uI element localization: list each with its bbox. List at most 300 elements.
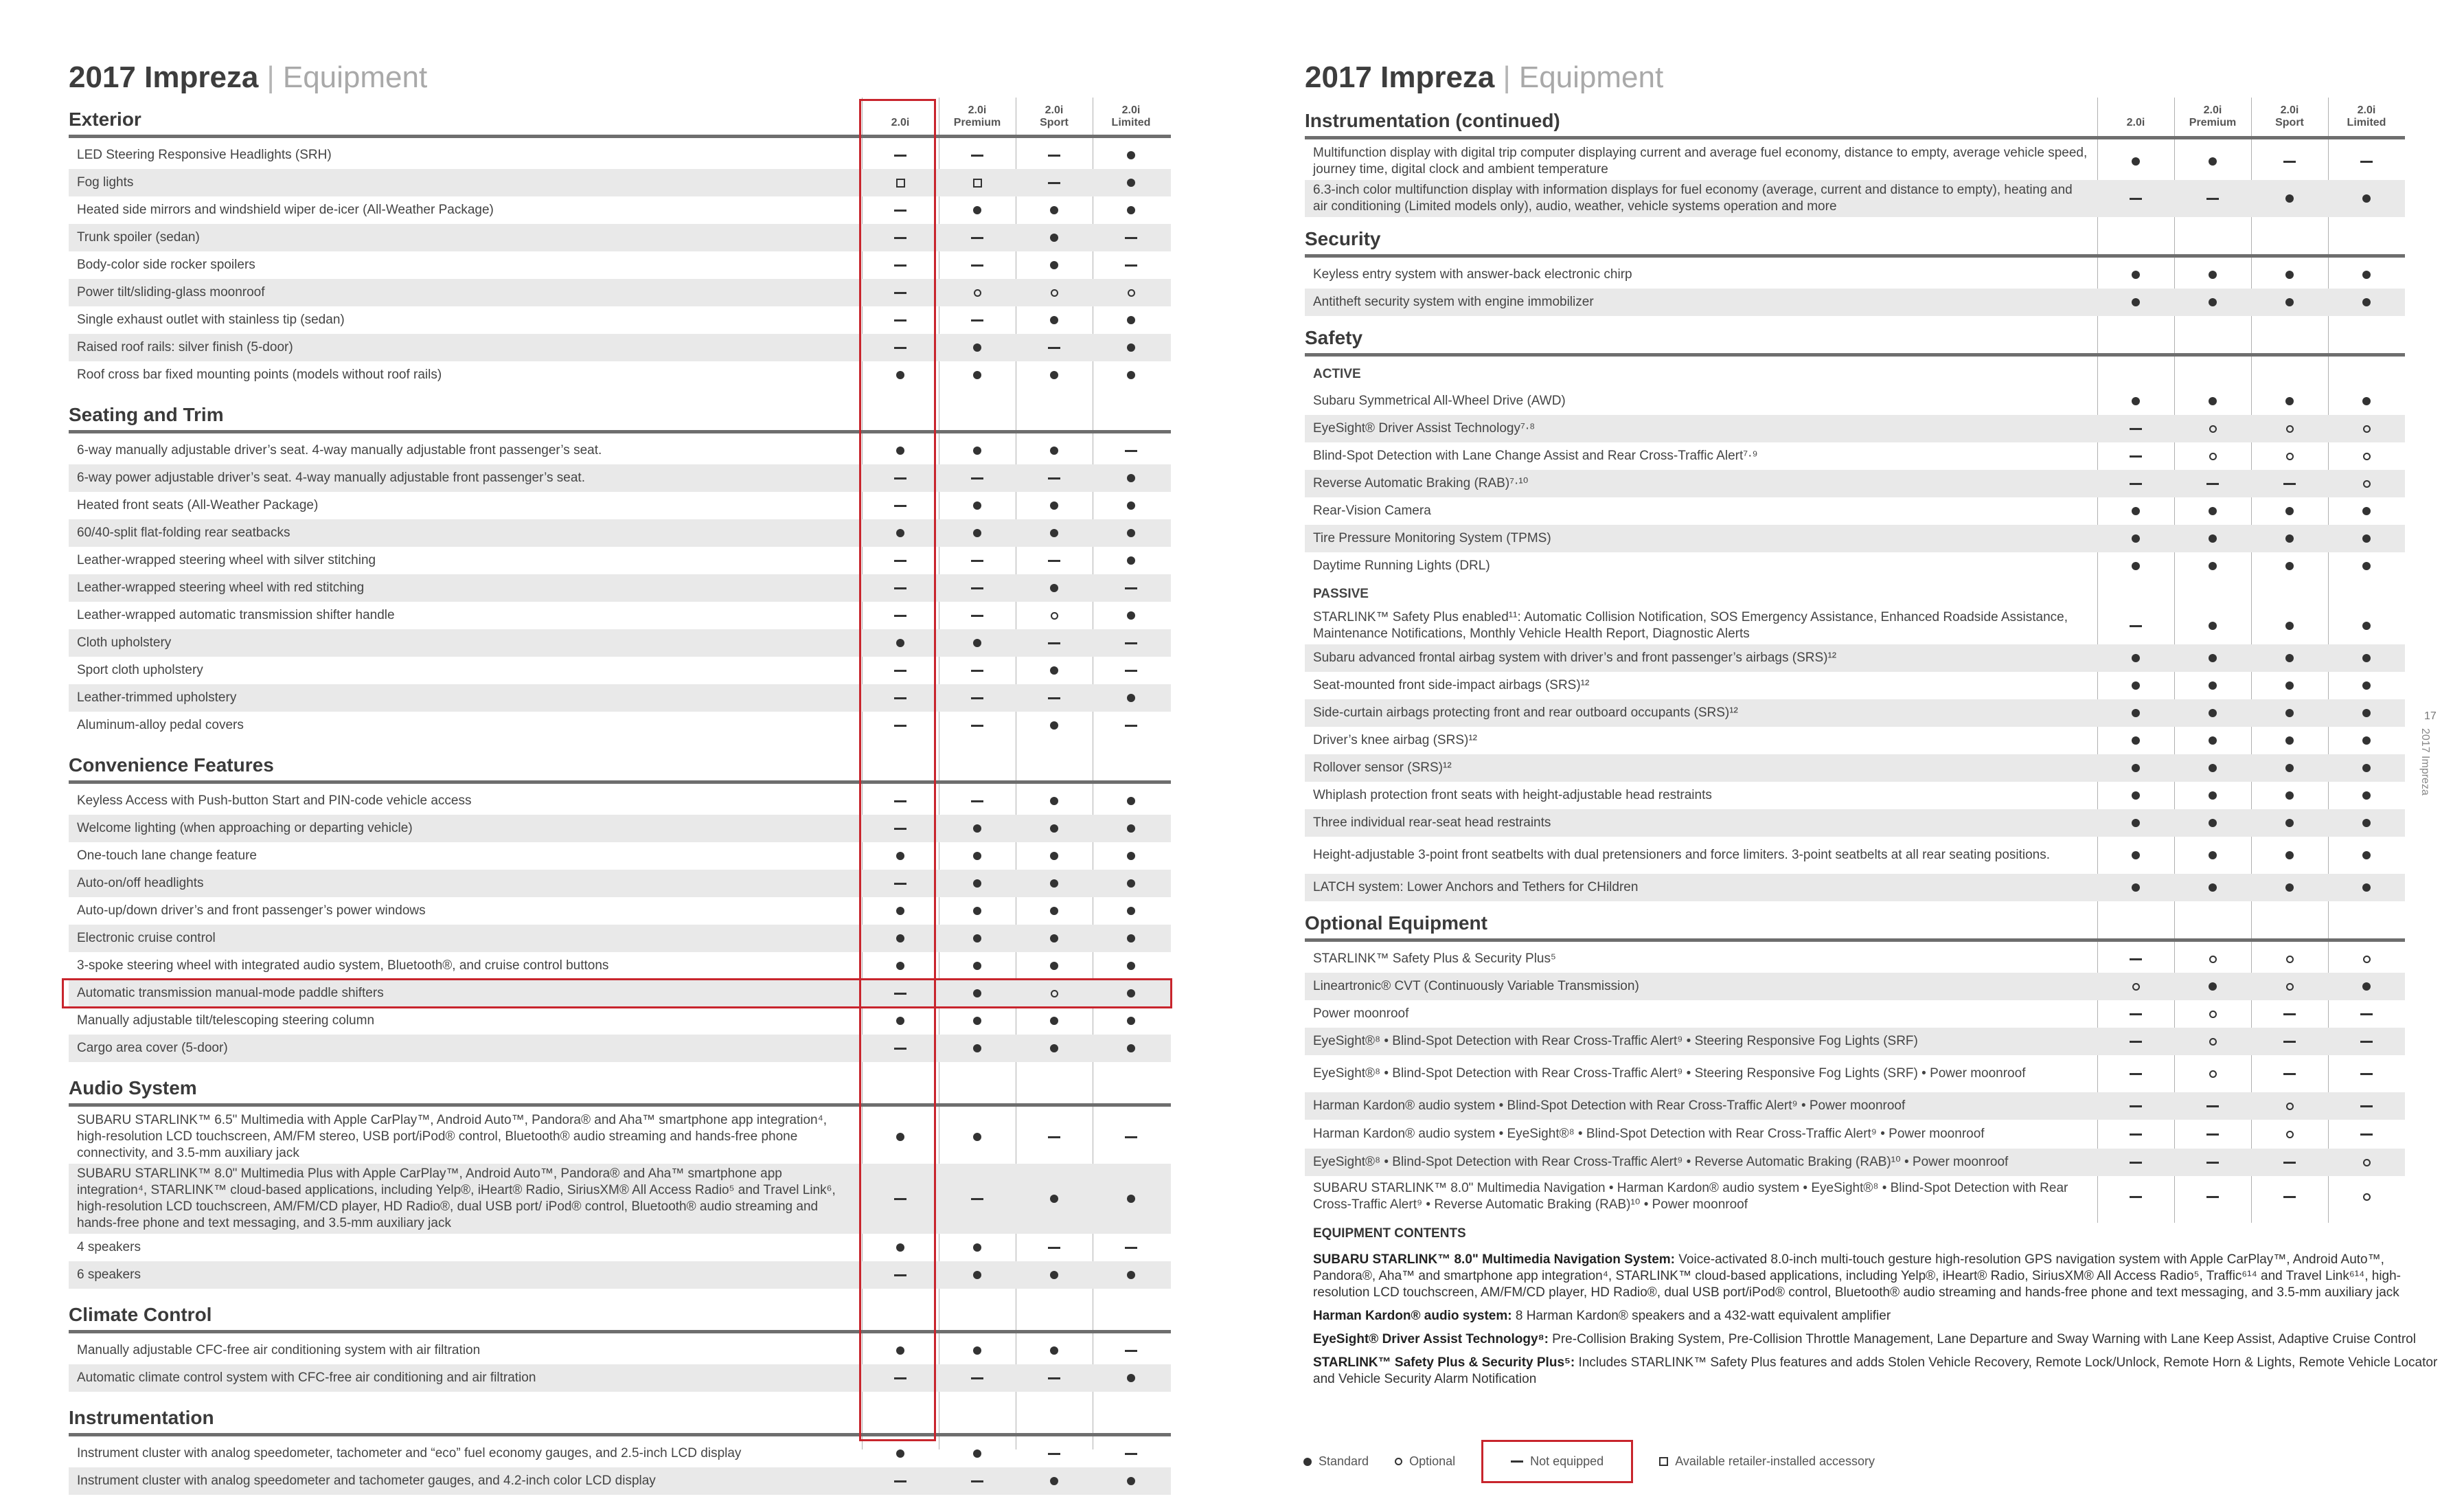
availability-cell: [1093, 547, 1170, 574]
availability-cell: [2174, 754, 2251, 782]
availability-cell: [1016, 657, 1093, 684]
feature-label: Roof cross bar fixed mounting points (models without roof rails): [77, 368, 442, 382]
standard-icon: [973, 206, 981, 214]
availability-cell: [2328, 754, 2405, 782]
availability-cell: [2174, 945, 2251, 973]
availability-cell: [2251, 525, 2328, 552]
legend-item-accessory: [1659, 1454, 1875, 1469]
side-brand-label: 2017 Impreza: [2419, 728, 2431, 796]
availability-cell: [2097, 415, 2174, 442]
standard-icon: [1050, 316, 1058, 324]
availability-cell: [2097, 809, 2174, 837]
standard-icon: [1050, 824, 1058, 833]
availability-cell: [1016, 842, 1093, 870]
availability-cell: [2251, 644, 2328, 672]
not-equipped-icon: [1125, 587, 1137, 589]
feature-label: Three individual rear-seat head restraints: [1313, 815, 1551, 830]
standard-icon: [2362, 982, 2371, 991]
not-equipped-icon: [971, 615, 983, 617]
feature-label: Keyless entry system with answer-back electronic chirp: [1313, 267, 1632, 282]
standard-icon: [973, 962, 981, 970]
not-equipped-icon: [1048, 697, 1060, 699]
table-row: [1305, 470, 2405, 497]
availability-cell: [2251, 180, 2328, 217]
table-row: [69, 925, 1171, 952]
legend-item-optional: [1395, 1454, 1455, 1469]
availability-cell: [2328, 180, 2405, 217]
table-row: [1305, 143, 2405, 180]
not-equipped-icon: [1125, 450, 1137, 452]
standard-icon: [973, 371, 981, 379]
standard-icon: [2132, 562, 2140, 570]
availability-cell: [1093, 712, 1170, 739]
availability-cell: [2174, 809, 2251, 837]
not-equipped-icon: [971, 1377, 983, 1379]
standard-icon: [1050, 934, 1058, 943]
standard-icon: [2285, 562, 2294, 570]
not-equipped-icon: [1125, 1453, 1137, 1455]
availability-cell: [1016, 1440, 1093, 1467]
feature-label: Sport cloth upholstery: [77, 663, 203, 677]
table-row: [69, 897, 1171, 925]
legend-label: Not equipped: [1530, 1454, 1604, 1468]
availability-cell: [2097, 782, 2174, 809]
feature-label: Keyless Access with Push-button Start and PIN-code vehicle access: [77, 793, 472, 808]
standard-icon: [1050, 1271, 1058, 1279]
availability-cell: [2251, 1092, 2328, 1120]
standard-icon: [2132, 298, 2140, 306]
standard-icon: [1050, 206, 1058, 214]
availability-cell: [939, 897, 1016, 925]
standard-icon: [2362, 562, 2371, 570]
standard-icon: [2209, 791, 2217, 800]
availability-cell: [2097, 672, 2174, 699]
availability-cell: [1093, 897, 1170, 925]
standard-icon: [2362, 397, 2371, 405]
availability-cell: [2328, 1176, 2405, 1217]
feature-label: Body-color side rocker spoilers: [77, 258, 255, 272]
feature-label: 3-spoke steering wheel with integrated audio system, Bluetooth®, and cruise control buttons: [77, 958, 609, 973]
availability-cell: [939, 224, 1016, 251]
subsection-label: ACTIVE: [1313, 367, 1361, 381]
standard-icon: [2209, 736, 2217, 745]
availability-cell: [2097, 552, 2174, 580]
table-row: [1305, 727, 2405, 754]
feature-label: STARLINK™ Safety Plus enabled¹¹: Automatic Collision Notification, SOS Emergency Assistance, Enhanced Roadside Assistance, Maintenance Notifications, Monthly Vehicle Health Report, Diagnostic Alerts: [1313, 610, 2068, 641]
feature-label: Leather-wrapped steering wheel with red stitching: [77, 580, 365, 595]
not-equipped-icon: [2360, 1105, 2373, 1107]
not-equipped-icon: [2130, 1133, 2142, 1136]
column-header: [939, 104, 1016, 129]
title-subject: Equipment: [282, 60, 428, 94]
availability-cell: [2251, 754, 2328, 782]
availability-cell: [1093, 629, 1170, 657]
availability-cell: [939, 169, 1016, 196]
availability-cell: [1016, 464, 1093, 492]
not-equipped-icon: [1125, 670, 1137, 672]
availability-cell: [2174, 143, 2251, 180]
availability-cell: [2174, 289, 2251, 316]
table-row: [1305, 1120, 2405, 1149]
standard-icon: [2362, 654, 2371, 662]
not-equipped-icon: [2130, 1162, 2142, 1164]
feature-label: Leather-wrapped automatic transmission shifter handle: [77, 608, 395, 622]
availability-cell: [1093, 1364, 1170, 1392]
feature-label: One-touch lane change feature: [77, 848, 257, 863]
availability-cell: [939, 279, 1016, 306]
feature-label: EyeSight®⁸ • Blind-Spot Detection with Rear Cross-Traffic Alert⁹ • Steering Responsive Fog Lights (SRF): [1313, 1034, 1918, 1048]
standard-icon: [1127, 1374, 1135, 1382]
availability-cell: [2328, 607, 2405, 644]
feature-label: Electronic cruise control: [77, 931, 216, 945]
feature-label: Auto-up/down driver’s and front passenger’s power windows: [77, 903, 426, 918]
column-header-line2: Premium: [2189, 117, 2237, 128]
section-rule: [69, 430, 1171, 433]
column-header: [2097, 104, 2174, 129]
optional-icon: [2363, 480, 2371, 488]
availability-cell: [2097, 1149, 2174, 1176]
standard-icon: [2209, 397, 2217, 405]
not-equipped-icon: [2283, 1013, 2296, 1015]
availability-cell: [1093, 787, 1170, 815]
standard-icon: [1127, 797, 1135, 805]
column-header-line2: Sport: [1040, 117, 1069, 128]
availability-cell: [939, 815, 1016, 842]
column-header: [1093, 104, 1170, 129]
availability-cell: [1016, 547, 1093, 574]
standard-icon: [1127, 1271, 1135, 1279]
availability-cell: [939, 1035, 1016, 1062]
availability-cell: [939, 842, 1016, 870]
feature-label: Side-curtain airbags protecting front and rear outboard occupants (SRS)¹²: [1313, 706, 1738, 720]
availability-cell: [2251, 289, 2328, 316]
availability-cell: [1093, 519, 1170, 547]
not-equipped-icon: [1048, 182, 1060, 184]
table-row: [1305, 1176, 2405, 1217]
legend-label: Available retailer-installed accessory: [1675, 1454, 1875, 1468]
availability-cell: [939, 1261, 1016, 1289]
feature-label: Heated side mirrors and windshield wiper de-icer (All-Weather Package): [77, 203, 494, 217]
standard-icon: [2209, 709, 2217, 717]
equipment-contents-text: Pre-Collision Braking System, Pre-Collision Throttle Management, Lane Departure and Sway Warning with Lane Keep Assist, Adaptive Cruise Control: [1548, 1332, 2416, 1346]
standard-icon: [1050, 371, 1058, 379]
availability-cell: [1016, 251, 1093, 279]
column-header: [2251, 104, 2328, 129]
column-header: [1016, 104, 1093, 129]
section-rule: [69, 1330, 1171, 1333]
not-equipped-icon: [2130, 483, 2142, 485]
standard-icon: [973, 879, 981, 888]
equipment-contents-text: 8 Harman Kardon® speakers and a 432-watt equivalent amplifier: [1512, 1309, 1891, 1323]
availability-cell: [1016, 1337, 1093, 1364]
optional-icon: [2286, 453, 2294, 460]
availability-cell: [2251, 699, 2328, 727]
availability-cell: [2251, 261, 2328, 289]
standard-icon: [2132, 534, 2140, 543]
table-row: [1305, 552, 2405, 580]
standard-icon: [1127, 852, 1135, 860]
page-number: 17: [2424, 710, 2437, 722]
standard-icon: [1050, 261, 1058, 269]
feature-label: Automatic climate control system with CFC-free air conditioning and air filtration: [77, 1370, 536, 1385]
not-equipped-icon: [894, 1480, 906, 1482]
table-row: [1305, 1092, 2405, 1120]
table-row: [69, 519, 1171, 547]
feature-label: 6.3-inch color multifunction display with information displays for fuel economy (average, current and distance to empty), heating and air conditioning (Limited models only), audio, weather, vehicle systems operation and more: [1313, 183, 2073, 214]
availability-cell: [2328, 1028, 2405, 1055]
column-header-line2: 2.0i: [2126, 117, 2145, 128]
feature-label: Rear-Vision Camera: [1313, 504, 1431, 518]
availability-cell: [2328, 1000, 2405, 1028]
availability-cell: [2174, 415, 2251, 442]
equipment-contents-name: EyeSight® Driver Assist Technology⁸:: [1313, 1332, 1549, 1346]
standard-icon: [2132, 397, 2140, 405]
feature-label: Antitheft security system with engine immobilizer: [1313, 295, 1594, 309]
feature-label: 6-way manually adjustable driver’s seat. 4-way manually adjustable front passenger’s seat.: [77, 443, 602, 458]
availability-cell: [2174, 644, 2251, 672]
optional-icon: [1128, 289, 1135, 297]
not-equipped-icon: [1511, 1460, 1523, 1463]
availability-cell: [1016, 870, 1093, 897]
standard-icon: [973, 639, 981, 647]
standard-icon: [2132, 507, 2140, 515]
not-equipped-icon: [2206, 1196, 2219, 1198]
table-row: [69, 279, 1171, 306]
not-equipped-icon: [1048, 642, 1060, 644]
availability-cell: [2174, 1149, 2251, 1176]
availability-cell: [1016, 169, 1093, 196]
optional-icon: [2209, 1011, 2217, 1018]
availability-cell: [2251, 442, 2328, 470]
not-equipped-icon: [971, 477, 983, 479]
not-equipped-icon: [2130, 198, 2142, 200]
section-heading: Exterior: [69, 109, 141, 130]
availability-cell: [1016, 952, 1093, 980]
availability-cell: [2174, 1000, 2251, 1028]
availability-cell: [1093, 492, 1170, 519]
standard-icon: [1050, 1346, 1058, 1355]
availability-cell: [1016, 815, 1093, 842]
table-row: [1305, 442, 2405, 470]
not-equipped-icon: [2283, 161, 2296, 163]
availability-cell: [1093, 279, 1170, 306]
availability-cell: [1016, 602, 1093, 629]
availability-cell: [1016, 787, 1093, 815]
standard-icon: [973, 1449, 981, 1458]
table-row: [69, 787, 1171, 815]
not-equipped-icon: [1048, 1136, 1060, 1138]
standard-icon: [1050, 501, 1058, 510]
feature-label: Lineartronic® CVT (Continuously Variable Transmission): [1313, 979, 1639, 993]
availability-cell: [2097, 699, 2174, 727]
title-subject: Equipment: [1518, 60, 1664, 94]
standard-icon: [973, 934, 981, 943]
column-header-line1: [2097, 104, 2174, 117]
availability-cell: [1016, 437, 1093, 464]
availability-cell: [2097, 289, 2174, 316]
feature-label: Driver’s knee airbag (SRS)¹²: [1313, 733, 1477, 747]
table-row: [1305, 672, 2405, 699]
availability-cell: [1093, 196, 1170, 224]
availability-cell: [1093, 952, 1170, 980]
section-heading: Climate Control: [69, 1304, 212, 1325]
table-row: [69, 1467, 1171, 1495]
availability-cell: [1093, 1164, 1170, 1234]
equipment-contents-name: Harman Kardon® audio system:: [1313, 1309, 1512, 1323]
standard-icon: [2362, 194, 2371, 203]
standard-icon: [973, 852, 981, 860]
feature-label: 6 speakers: [77, 1267, 141, 1282]
legend-label: Standard: [1319, 1454, 1369, 1468]
availability-cell: [2251, 809, 2328, 837]
table-row: [1305, 1000, 2405, 1028]
optional-icon: [2363, 1193, 2371, 1201]
availability-cell: [2251, 470, 2328, 497]
optional-icon: [2363, 956, 2371, 963]
section-rule: [1305, 353, 2405, 357]
table-row: [1305, 180, 2405, 217]
availability-cell: [1093, 142, 1170, 169]
availability-cell: [2251, 837, 2328, 874]
availability-cell: [2328, 727, 2405, 754]
availability-cell: [2097, 261, 2174, 289]
standard-icon: [1127, 934, 1135, 943]
availability-cell: [939, 251, 1016, 279]
column-header: [2174, 104, 2251, 129]
feature-label: Heated front seats (All-Weather Package): [77, 498, 319, 512]
standard-icon: [2209, 507, 2217, 515]
standard-icon: [2285, 194, 2294, 203]
section-rule: [1305, 938, 2405, 942]
availability-cell: [2251, 782, 2328, 809]
availability-cell: [2251, 1176, 2328, 1217]
standard-icon: [2209, 271, 2217, 279]
availability-cell: [2174, 607, 2251, 644]
standard-icon: [973, 1243, 981, 1252]
standard-icon: [1050, 1477, 1058, 1485]
standard-icon: [2132, 271, 2140, 279]
availability-cell: [2251, 387, 2328, 415]
feature-label: SUBARU STARLINK™ 8.0" Multimedia Navigation • Harman Kardon® audio system • EyeSight®⁸ • Blind-Spot Detection with Rear Cross-Traffic Alert⁹ • Reverse Automatic Braking (RAB)¹⁰ • Power moonroof: [1313, 1181, 2068, 1212]
table-row: [69, 1440, 1171, 1467]
standard-icon: [1127, 179, 1135, 187]
availability-cell: [1016, 279, 1093, 306]
equipment-contents-heading: EQUIPMENT CONTENTS: [1313, 1226, 1466, 1241]
standard-icon: [1127, 474, 1135, 482]
not-equipped-icon: [971, 800, 983, 802]
availability-cell: [2174, 525, 2251, 552]
legend-item-standard: [1303, 1454, 1369, 1469]
standard-icon: [2132, 791, 2140, 800]
equipment-contents-item: [1313, 1355, 2439, 1388]
availability-cell: [2251, 1120, 2328, 1149]
availability-cell: [939, 1234, 1016, 1261]
standard-icon: [973, 501, 981, 510]
optional-icon: [2363, 1159, 2371, 1166]
feature-label: Subaru Symmetrical All-Wheel Drive (AWD): [1313, 394, 1566, 408]
availability-cell: [2097, 470, 2174, 497]
standard-icon: [1127, 556, 1135, 565]
availability-cell: [2097, 607, 2174, 644]
availability-cell: [1016, 1035, 1093, 1062]
not-equipped-icon: [1125, 642, 1137, 644]
availability-cell: [1093, 361, 1170, 389]
section-heading: Instrumentation (continued): [1305, 110, 1560, 131]
standard-icon: [2362, 681, 2371, 690]
standard-icon: [1127, 1195, 1135, 1203]
availability-cell: [2097, 727, 2174, 754]
standard-icon: [2132, 883, 2140, 892]
availability-cell: [2328, 143, 2405, 180]
not-equipped-icon: [971, 319, 983, 321]
not-equipped-icon: [971, 264, 983, 267]
availability-cell: [2097, 837, 2174, 874]
availability-cell: [1016, 684, 1093, 712]
availability-cell: [1093, 1467, 1170, 1495]
feature-label: Whiplash protection front seats with height-adjustable head restraints: [1313, 788, 1712, 802]
not-equipped-icon: [2130, 455, 2142, 458]
availability-cell: [1093, 1035, 1170, 1062]
not-equipped-icon: [971, 1198, 983, 1200]
table-row: [69, 437, 1171, 464]
table-row: [69, 1261, 1171, 1289]
availability-cell: [1016, 1007, 1093, 1035]
section-heading: Instrumentation: [69, 1407, 214, 1428]
availability-cell: [2251, 973, 2328, 1000]
availability-cell: [2174, 699, 2251, 727]
feature-label: Leather-trimmed upholstery: [77, 690, 237, 705]
accessory-icon: [1659, 1457, 1668, 1466]
availability-cell: [1016, 196, 1093, 224]
column-header-line2: 2.0i: [891, 117, 910, 128]
standard-icon: [1050, 907, 1058, 915]
column-header-line1: 2.0i: [2280, 104, 2299, 116]
not-equipped-icon: [2206, 483, 2219, 485]
not-equipped-icon: [1048, 155, 1060, 157]
availability-cell: [2251, 1000, 2328, 1028]
optional-icon: [2209, 1070, 2217, 1078]
availability-cell: [2328, 415, 2405, 442]
standard-icon: [2285, 397, 2294, 405]
optional-icon: [2286, 425, 2294, 433]
availability-cell: [2174, 261, 2251, 289]
feature-label: Subaru advanced frontal airbag system with driver’s and front passenger’s airbags (SRS)¹²: [1313, 651, 1837, 665]
table-row: [69, 1234, 1171, 1261]
availability-cell: [939, 787, 1016, 815]
availability-cell: [2174, 180, 2251, 217]
availability-cell: [2328, 874, 2405, 901]
standard-icon: [2132, 819, 2140, 827]
standard-icon: [2132, 764, 2140, 772]
availability-cell: [1093, 1234, 1170, 1261]
standard-icon: [2132, 709, 2140, 717]
availability-cell: [2174, 672, 2251, 699]
table-row: [69, 142, 1171, 169]
availability-cell: [2251, 945, 2328, 973]
availability-cell: [1016, 574, 1093, 602]
column-header-line1: 2.0i: [968, 104, 987, 116]
not-equipped-icon: [2130, 1105, 2142, 1107]
standard-icon: [2132, 157, 2140, 166]
standard-icon: [2285, 622, 2294, 630]
availability-cell: [2328, 525, 2405, 552]
availability-cell: [2097, 754, 2174, 782]
standard-icon: [2285, 681, 2294, 690]
availability-cell: [939, 1440, 1016, 1467]
right-page: [1232, 0, 2464, 1512]
feature-label: Instrument cluster with analog speedometer and tachometer gauges, and 4.2-inch color LCD display: [77, 1474, 656, 1488]
availability-cell: [1016, 306, 1093, 334]
